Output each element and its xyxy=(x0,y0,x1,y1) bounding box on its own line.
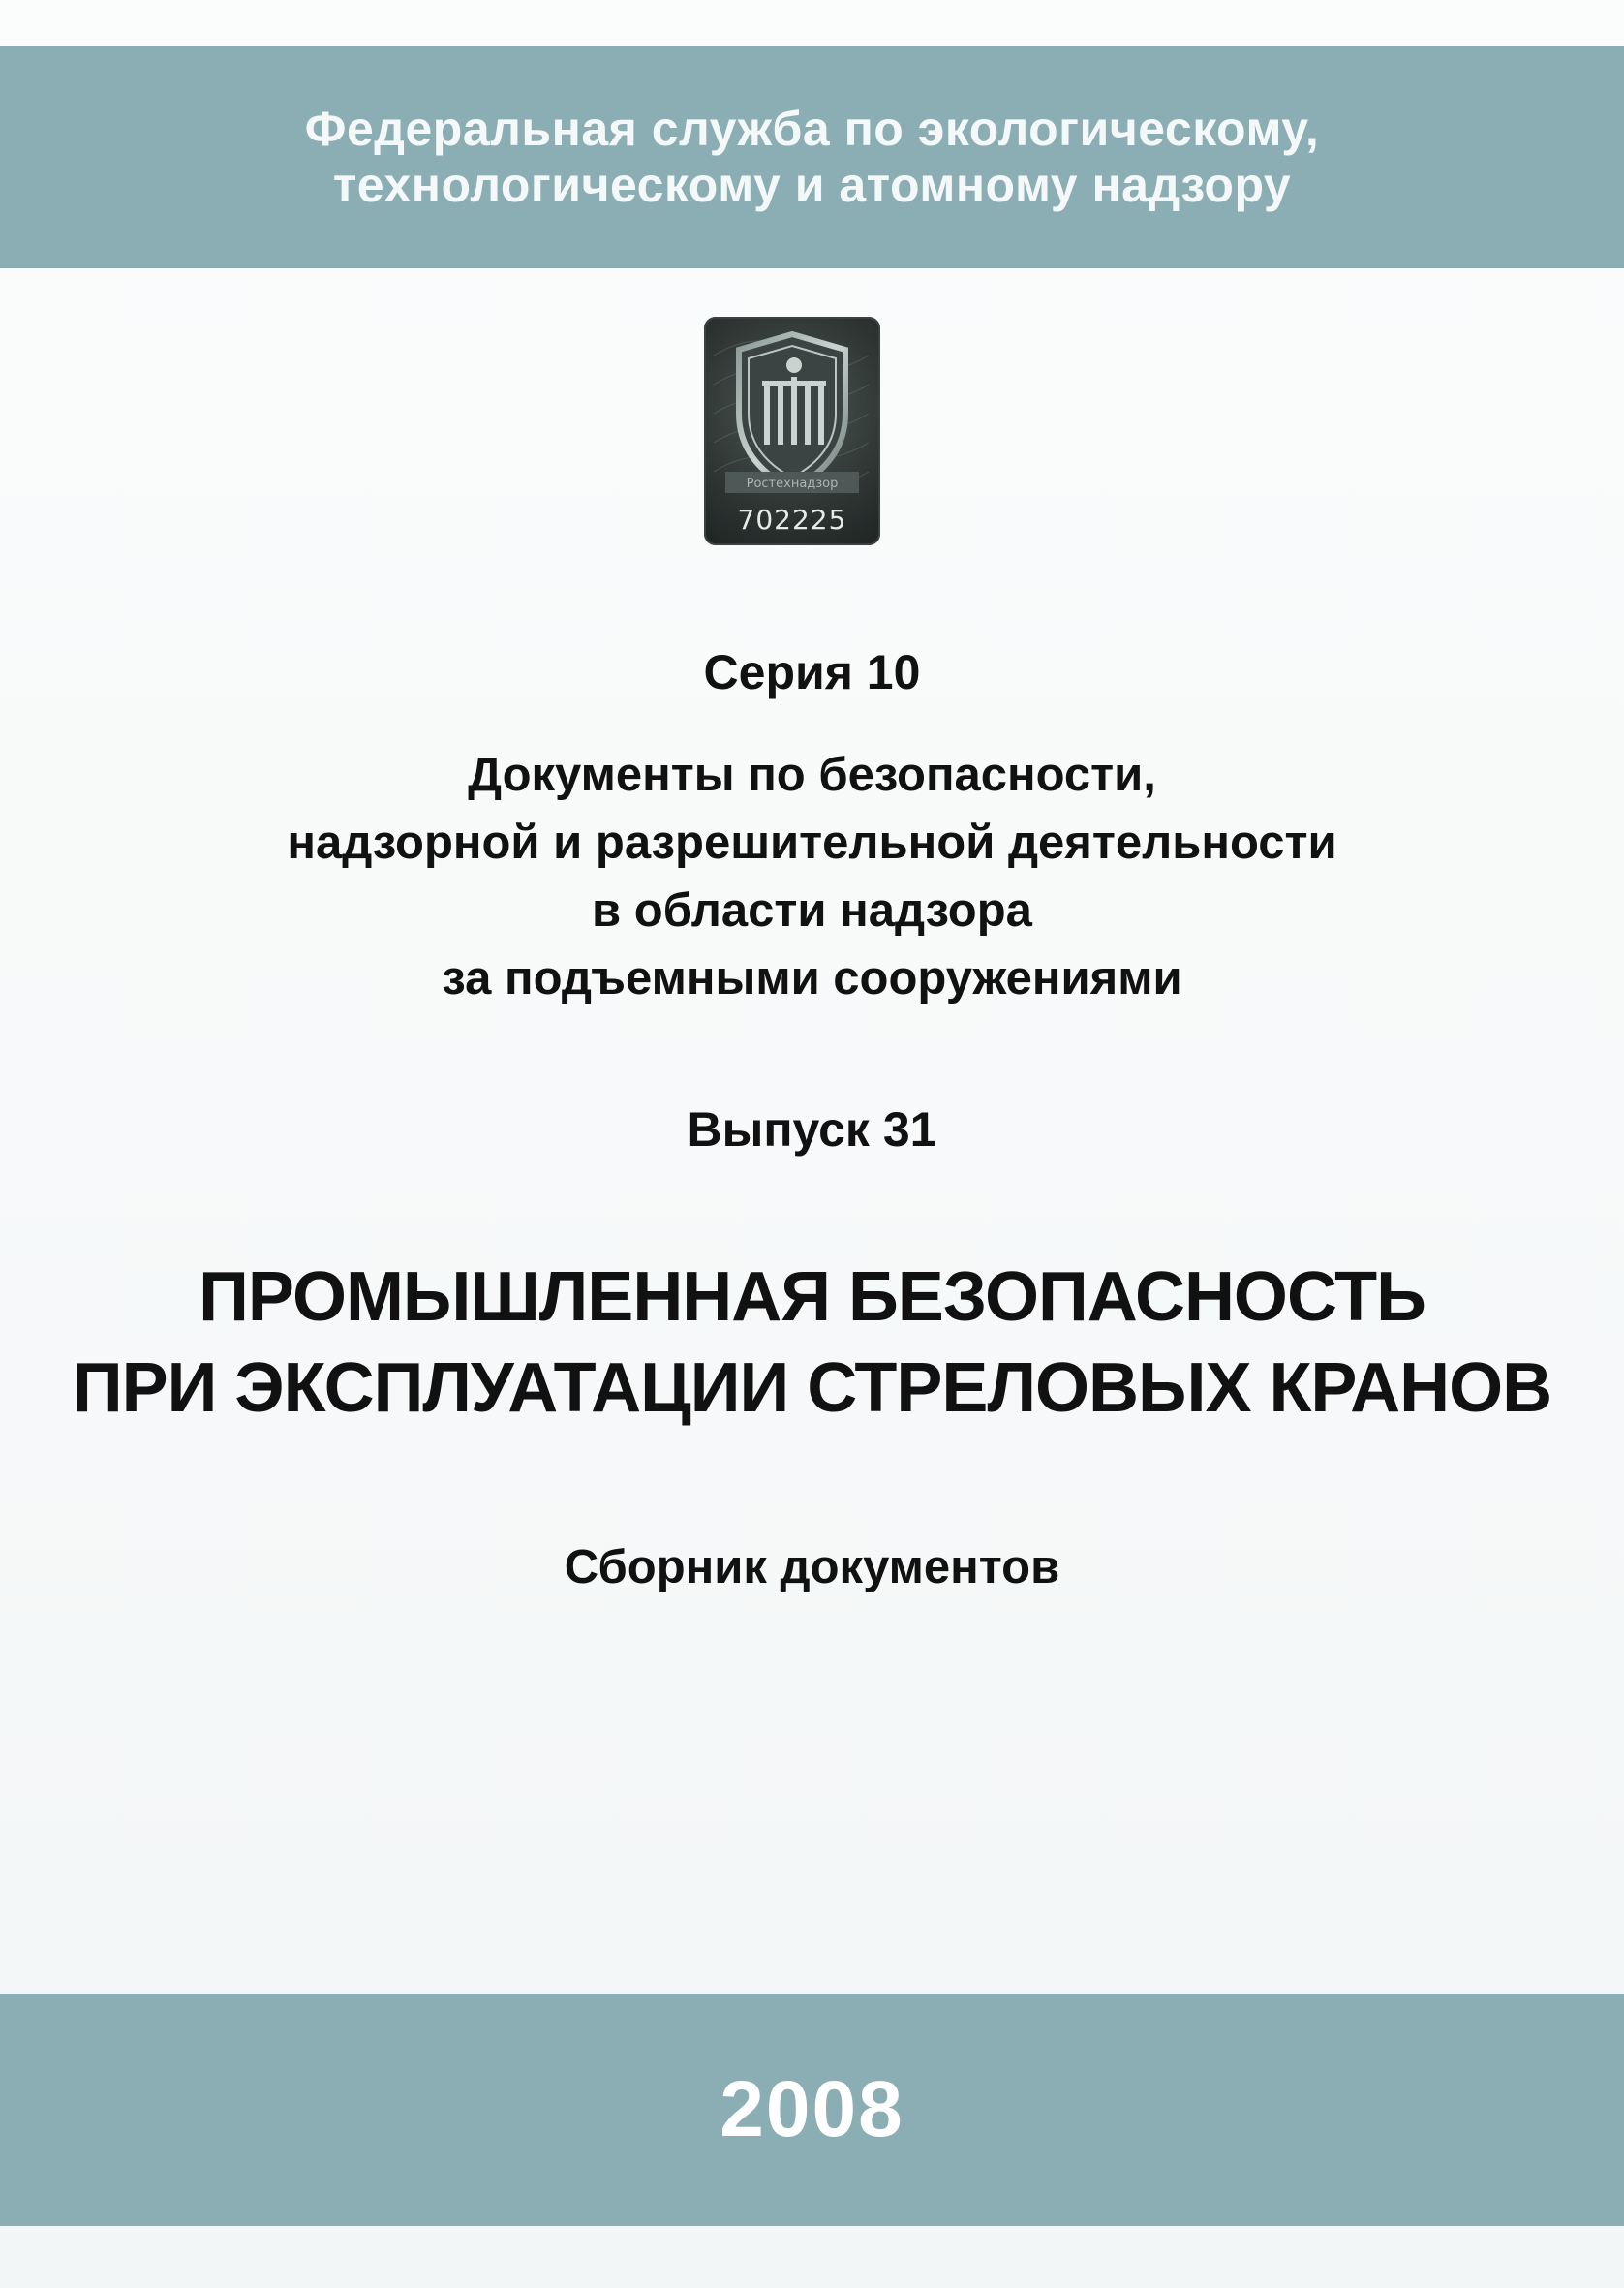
header-band xyxy=(0,46,1624,268)
description-line-2: надзорной и разрешительной деятельности xyxy=(287,817,1337,869)
title-line-2: ПРИ ЭКСПЛУАТАЦИИ СТРЕЛОВЫХ КРАНОВ xyxy=(72,1349,1552,1427)
hologram-sticker xyxy=(704,317,880,545)
svg-text:Ростехнадзор: Ростехнадзор xyxy=(746,477,839,491)
agency-name-line-2: технологическому и атомному надзору xyxy=(332,158,1292,212)
description-line-1: Документы по безопасности, xyxy=(468,749,1156,801)
hologram-number: 702225 xyxy=(737,504,847,536)
document-subtitle: Сборник документов xyxy=(564,1541,1060,1593)
agency-name-line-1: Федеральная служба по экологическому, xyxy=(304,102,1320,156)
description-line-4: за подъемными сооружениями xyxy=(442,952,1182,1005)
title-line-1: ПРОМЫШЛЕННАЯ БЕЗОПАСНОСТЬ xyxy=(199,1258,1425,1336)
document-title xyxy=(0,1252,1624,1434)
publication-year: 2008 xyxy=(720,2065,904,2153)
series-label: Серия 10 xyxy=(703,645,921,699)
issue-label: Выпуск 31 xyxy=(687,1102,937,1157)
footer-band xyxy=(0,1994,1624,2226)
series-description xyxy=(0,741,1624,1012)
description-line-3: в области надзора xyxy=(592,884,1032,937)
